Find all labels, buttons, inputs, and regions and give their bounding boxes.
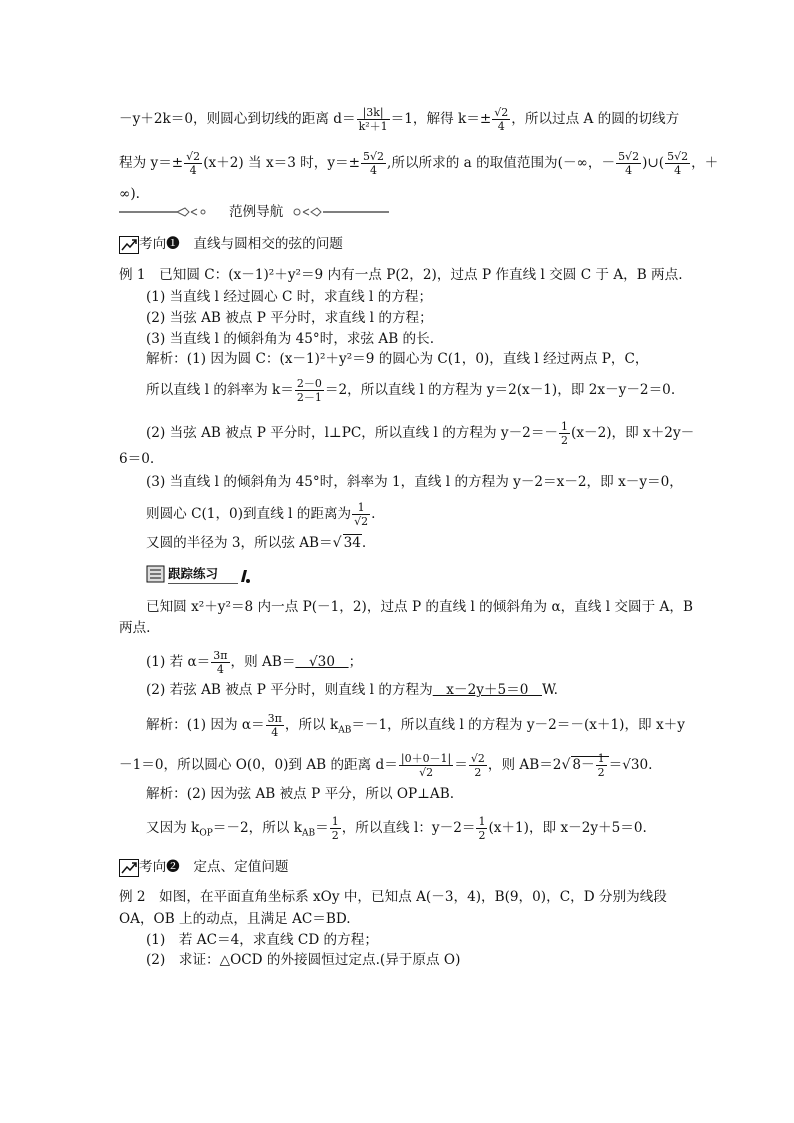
fraction: $\frac{1}{2}$ <box>597 752 605 779</box>
fraction: $\frac{5√2}{4}$ <box>667 150 689 177</box>
fraction: $\frac{5√2}{4}$ <box>363 150 385 177</box>
practice-answer-4: 又因为 $k_{OP}=-2$，所以 $k_{AB}=$ $\frac{1}{2}$ ，所以直线 l：y－2＝ $\frac{1}{2}$ (x＋1)，即 x－2y＋5＝0. <box>146 815 647 842</box>
practice-badge-label: 跟踪练习 <box>168 566 219 581</box>
practice-stem-2: 两点. <box>119 620 151 636</box>
fraction: $\frac{√2}{4}$ <box>186 150 201 177</box>
banner-title: 范例导航 <box>229 204 284 220</box>
practice-q1: (1) 若 α＝ $\frac{3\pi}{4}$ ，则 AB＝ √30 ； <box>146 649 363 676</box>
intro-line-3: ∞). <box>119 186 140 202</box>
practice-answer-2: －1＝0，所以圆心 O(0，0)到 AB 的距离 d＝ $\frac{|0+0-1|}{√2}$ ＝ $\frac{√2}{2}$ ，则 AB＝2√ 8－ $\frac{1}{2}$ ＝√30. <box>119 752 653 779</box>
section-heading-2: 考向❷ 定点、定值问题 <box>119 857 289 877</box>
example-1-stem: 例 1 已知圆 C：(x－1)²＋y²＝9 内有一点 P(2，2)，过点 P 作直线 l 交圆 C 于 A，B 两点. <box>119 267 683 283</box>
practice-q2: (2) 若弦 AB 被点 P 平分时，则直线 l 的方程为 x－2y＋5＝0 W. <box>146 682 558 698</box>
ornament-left-icon <box>119 201 219 223</box>
practice-answer-3: 解析：(2) 因为弦 AB 被点 P 平分，所以 OP⊥AB. <box>146 786 455 802</box>
practice-badge-underline <box>168 583 238 584</box>
fraction: $\frac{1}{2}$ <box>478 815 486 842</box>
section-heading-1: 考向❶ 直线与圆相交的弦的问题 <box>119 234 343 254</box>
example-1-q1: (1) 当直线 l 经过圆心 C 时，求直线 l 的方程； <box>146 289 433 305</box>
example-1-solution-3b: 则圆心 C(1，0)到直线 l 的距离为 $\frac{1}{√2}$ . <box>146 501 376 528</box>
fraction: $\frac{3\pi}{4}$ <box>267 712 282 739</box>
example-1-solution-3c: 又圆的半径为 3，所以弦 AB＝√ 34. <box>146 535 367 551</box>
fraction: $\frac{√2}{2}$ <box>470 752 485 779</box>
example-2-stem-2: OA，OB 上的动点，且满足 AC＝BD. <box>119 911 351 927</box>
intro-line-2: 程为 y＝± $\frac{√2}{4}$ (x＋2) 当 x＝3 时，y＝± $\frac{5√2}{4}$ ,所以所求的 a 的取值范围为(－∞，－ $\frac{5√2}{4}$ )∪( $\frac{5√2}{4}$ ，＋ <box>119 150 719 177</box>
trend-chart-icon <box>119 859 139 877</box>
fraction: $\frac{2-0}{2-1}$ <box>296 377 322 404</box>
example-2-q2: (2) 求证：△OCD 的外接圆恒过定点.(异于原点 O) <box>146 952 461 968</box>
example-1-solution-1a: 解析：(1) 因为圆 C：(x－1)²＋y²＝9 的圆心为 C(1，0)，直线 l 经过两点 P，C， <box>146 351 649 367</box>
fraction: $\frac{1}{√2}$ <box>354 501 369 528</box>
fraction: $\frac{√2}{4}$ <box>494 106 509 133</box>
answer-blank: x－2y＋5＝0 <box>432 682 542 698</box>
example-1-solution-2-cont: 6＝0. <box>119 451 155 467</box>
fraction: $\frac{|3k|}{\text{k²＋1}}$ <box>358 106 388 133</box>
ornament-right-icon <box>289 201 389 223</box>
pen-icon <box>238 566 252 584</box>
intro-line-1: －y＋2k＝0，则圆心到切线的距离 d＝ $\frac{|3k|}{\text{k²＋1}}$ ＝1，解得 k＝± $\frac{√2}{4}$ ，所以过点 A 的圆的切线方 <box>119 106 680 133</box>
example-1-solution-2: (2) 当弦 AB 被点 P 平分时，l⊥PC，所以直线 l 的方程为 y－2＝－ $\frac{1}{2}$ (x－2)，即 x＋2y－ <box>146 420 695 447</box>
fraction: $\frac{1}{2}$ <box>561 420 569 447</box>
fraction: $\frac{5√2}{4}$ <box>618 150 640 177</box>
example-2-q1: (1) 若 AC＝4，求直线 CD 的方程； <box>146 932 378 948</box>
practice-answer-1: 解析：(1) 因为 α＝ $\frac{3\pi}{4}$ ，所以 $k_{AB}=-1$，所以直线 l 的方程为 y－2＝－(x＋1)，即 x＋y <box>146 712 685 739</box>
example-1-q3: (3) 当直线 l 的倾斜角为 45°时，求弦 AB 的长. <box>146 331 435 347</box>
example-1-solution-1b: 所以直线 l 的斜率为 k＝ $\frac{2-0}{2-1}$ ＝2，所以直线 l 的方程为 y＝2(x－1)，即 2x－y－2＝0. <box>146 377 676 404</box>
fraction: $\frac{|0+0-1|}{√2}$ <box>400 752 452 779</box>
practice-stem-1: 已知圆 x²＋y²＝8 内一点 P(－1，2)，过点 P 的直线 l 的倾斜角为 α，直线 l 交圆于 A，B <box>146 599 693 615</box>
fraction: $\frac{3\pi}{4}$ <box>213 649 228 676</box>
example-2-stem-1: 例 2 如图，在平面直角坐标系 xOy 中，已知点 A(－3，4)，B(9，0)，C，D 分别为线段 <box>119 889 667 905</box>
example-1-solution-3a: (3) 当直线 l 的倾斜角为 45°时，斜率为 1，直线 l 的方程为 y－2＝x－2，即 x－y＝0， <box>146 474 683 490</box>
trend-chart-icon <box>119 236 139 254</box>
fraction: $\frac{1}{2}$ <box>331 815 339 842</box>
notebook-icon <box>146 565 166 583</box>
answer-blank: √30 <box>295 654 349 670</box>
section-banner <box>119 201 389 223</box>
example-1-q2: (2) 当弦 AB 被点 P 平分时，求直线 l 的方程； <box>146 310 433 326</box>
